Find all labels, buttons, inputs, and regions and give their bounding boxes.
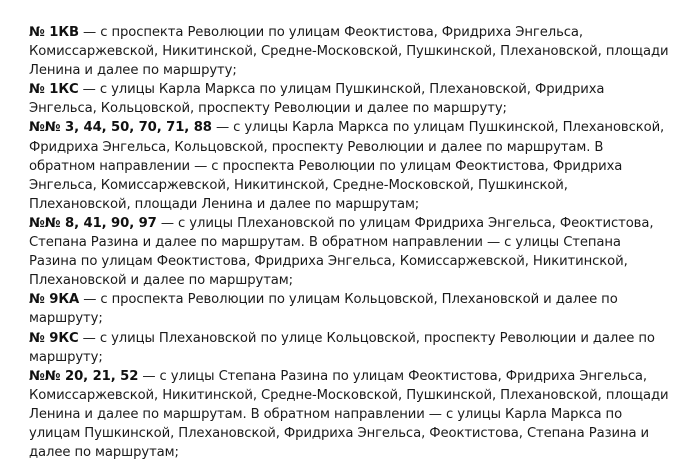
- route-description: — с проспекта Революции по улицам Феоктистова, Фридриха Энгельса, Комиссаржевской, Никитинской, Средне-Московской, Пушкинской, Плехановской, площади Ленина и далее по маршруту;: [29, 25, 669, 79]
- route-entry-1ks: [29, 80, 669, 118]
- route-description: — с улицы Плехановской по улице Кольцовской, проспекту Революции и далее по маршруту;: [29, 330, 655, 365]
- route-entry-8-41-90-97: [29, 214, 669, 290]
- route-number: № 1КС: [29, 82, 79, 98]
- route-description: — с улицы Карла Маркса по улицам Пушкинской, Плехановской, Фридриха Энгельса, Кольцовской, проспекту Революции и далее по маршрутам. В обратном направлении — с проспекта Революции по улицам Феоктистова, Фридриха Энгельса, Комиссаржевской, Никитинской, Средне-Московской, Пушкинской, Плехановской, площади Ленина и далее по маршрутам;: [29, 120, 665, 212]
- route-list: [29, 23, 669, 462]
- route-description: — с улицы Карла Маркса по улицам Пушкинской, Плехановской, Фридриха Энгельса, Кольцовской, проспекту Революции и далее по маршруту;: [29, 82, 605, 117]
- route-number: №№ 3, 44, 50, 70, 71, 88: [29, 120, 212, 136]
- route-description: — с улицы Степана Разина по улицам Феоктистова, Фридриха Энгельса, Комиссаржевской, Никитинской, Средне-Московской, Пушкинской, Плехановской, площади Ленина и далее по маршрутам. В обратном направлении — с улицы Карла Маркса по улицам Пушкинской, Плехановской, Фридриха Энгельса, Феоктистова, Степана Разина и далее по маршрутам;: [29, 368, 669, 461]
- route-entry-1kv: [29, 23, 669, 80]
- route-number: № 9КА: [29, 292, 80, 308]
- route-entry-9ka: [29, 290, 669, 328]
- route-description: — с проспекта Революции по улицам Кольцовской, Плехановской и далее по маршруту;: [29, 292, 618, 327]
- route-entry-3-44-50-70-71-88: [29, 118, 669, 213]
- route-number: №№ 8, 41, 90, 97: [29, 215, 157, 231]
- route-number: №№ 20, 21, 52: [29, 368, 139, 384]
- route-number: № 1КВ: [29, 25, 79, 40]
- route-description: — с улицы Плехановской по улицам Фридриха Энгельса, Феоктистова, Степана Разина и далее по маршрутам. В обратном направлении — с улицы Степана Разина по улицам Феоктистова, Фридриха Энгельса, Комиссаржевской, Никитинской, Плехановской и далее по маршрутам;: [29, 215, 654, 289]
- route-entry-9ks: [29, 329, 669, 367]
- route-entry-20-21-52: [29, 367, 669, 462]
- route-number: № 9КС: [29, 330, 79, 346]
